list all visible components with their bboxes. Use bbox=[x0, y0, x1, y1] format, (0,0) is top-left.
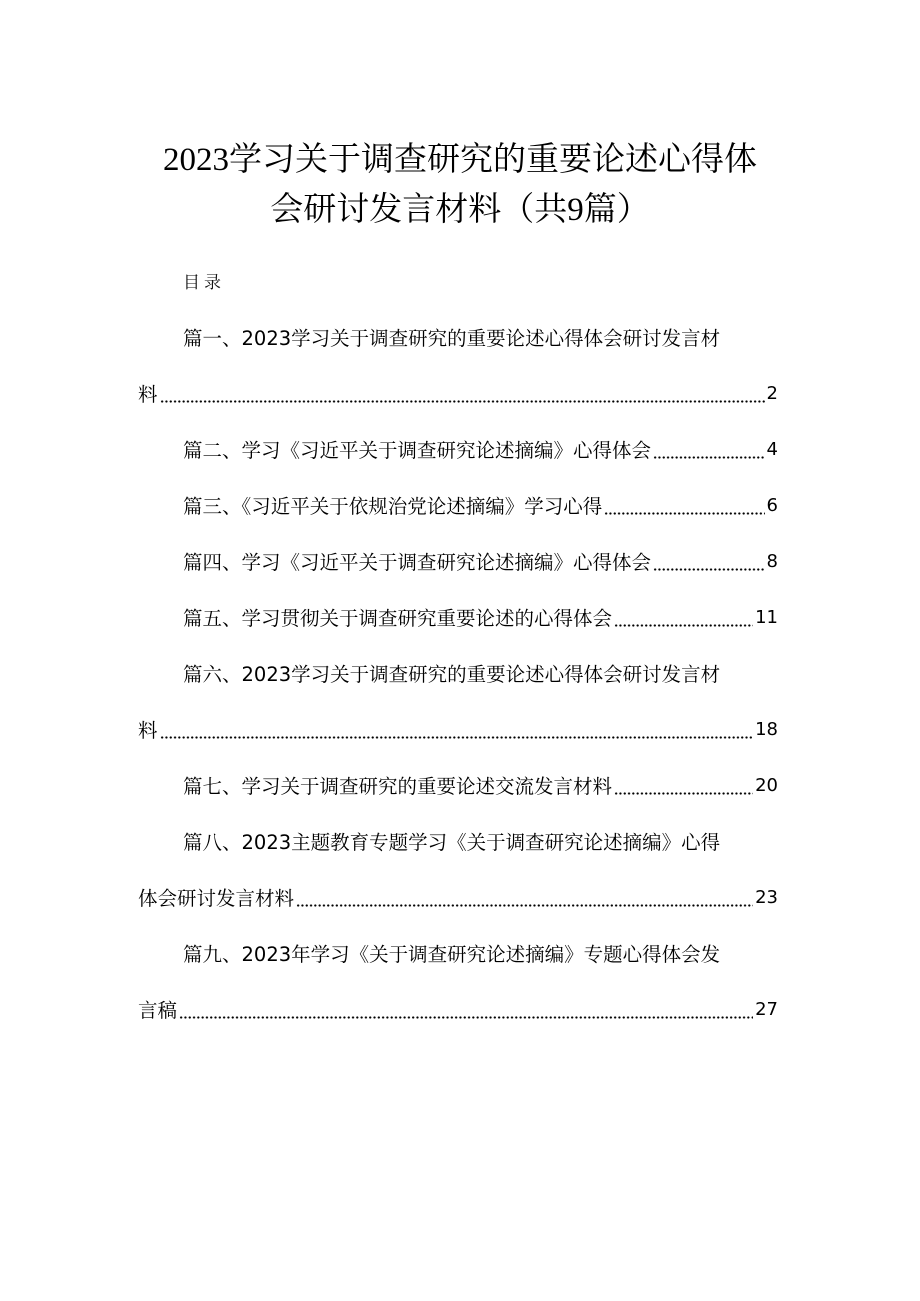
toc-line bbox=[138, 981, 778, 1037]
toc-heading: 目录 bbox=[183, 273, 225, 293]
toc-leader-dots bbox=[653, 568, 765, 571]
toc-leader-dots bbox=[160, 400, 765, 403]
toc-line bbox=[138, 813, 778, 869]
toc-page-number: 11 bbox=[755, 606, 778, 628]
toc-leader-dots bbox=[296, 904, 753, 907]
toc-entry bbox=[138, 813, 778, 925]
toc-entry-text: 篇九、2023年学习《关于调查研究论述摘编》专题心得体会发 bbox=[183, 943, 721, 966]
toc-entry bbox=[138, 925, 778, 1037]
table-of-contents bbox=[138, 309, 778, 1037]
toc-entry-text: 篇七、学习关于调查研究的重要论述交流发言材料 bbox=[183, 775, 613, 798]
toc-line bbox=[138, 477, 778, 533]
toc-page-number: 18 bbox=[755, 718, 778, 740]
toc-entry bbox=[138, 757, 778, 813]
toc-line bbox=[138, 365, 778, 421]
toc-page-number: 8 bbox=[766, 550, 778, 572]
toc-leader-dots bbox=[653, 456, 765, 459]
toc-line bbox=[138, 309, 778, 365]
toc-entry-text: 篇五、学习贯彻关于调查研究重要论述的心得体会 bbox=[183, 607, 613, 630]
toc-page-number: 4 bbox=[766, 438, 778, 460]
toc-page-number: 2 bbox=[766, 382, 778, 404]
toc-line bbox=[138, 533, 778, 589]
toc-entry-text: 篇六、2023学习关于调查研究的重要论述心得体会研讨发言材 bbox=[183, 663, 721, 686]
toc-entry-text: 料 bbox=[138, 383, 158, 406]
toc-line bbox=[138, 757, 778, 813]
toc-line bbox=[138, 421, 778, 477]
toc-entry bbox=[138, 421, 778, 477]
toc-entry-text: 篇三、《习近平关于依规治党论述摘编》学习心得 bbox=[183, 495, 603, 518]
toc-leader-dots bbox=[604, 512, 764, 515]
toc-leader-dots bbox=[614, 624, 753, 627]
toc-line bbox=[138, 645, 778, 701]
toc-line bbox=[138, 589, 778, 645]
toc-page-number: 23 bbox=[755, 886, 778, 908]
toc-entry bbox=[138, 645, 778, 757]
toc-line bbox=[138, 925, 778, 981]
toc-page-number: 20 bbox=[755, 774, 778, 796]
title-line-1: 2023学习关于调查研究的重要论述心得体 bbox=[163, 142, 757, 178]
toc-entry-text: 篇二、学习《习近平关于调查研究论述摘编》心得体会 bbox=[183, 439, 652, 462]
toc-entry-text: 体会研讨发言材料 bbox=[138, 887, 295, 910]
toc-entry-text: 篇一、2023学习关于调查研究的重要论述心得体会研讨发言材 bbox=[183, 327, 721, 350]
toc-entry-text: 言稿 bbox=[138, 999, 178, 1022]
toc-entry bbox=[138, 589, 778, 645]
toc-entry-text: 篇八、2023主题教育专题学习《关于调查研究论述摘编》心得 bbox=[183, 831, 721, 854]
toc-leader-dots bbox=[179, 1016, 753, 1019]
document-title bbox=[0, 135, 920, 235]
toc-entry bbox=[138, 309, 778, 421]
toc-line bbox=[138, 701, 778, 757]
toc-page-number: 6 bbox=[766, 494, 778, 516]
toc-entry-text: 篇四、学习《习近平关于调查研究论述摘编》心得体会 bbox=[183, 551, 652, 574]
toc-line bbox=[138, 869, 778, 925]
toc-leader-dots bbox=[160, 736, 754, 739]
title-line-2: 会研讨发言材料（共9篇） bbox=[270, 192, 650, 228]
toc-leader-dots bbox=[614, 792, 753, 795]
toc-entry bbox=[138, 477, 778, 533]
toc-entry bbox=[138, 533, 778, 589]
toc-page-number: 27 bbox=[755, 998, 778, 1020]
toc-entry-text: 料 bbox=[138, 719, 158, 742]
